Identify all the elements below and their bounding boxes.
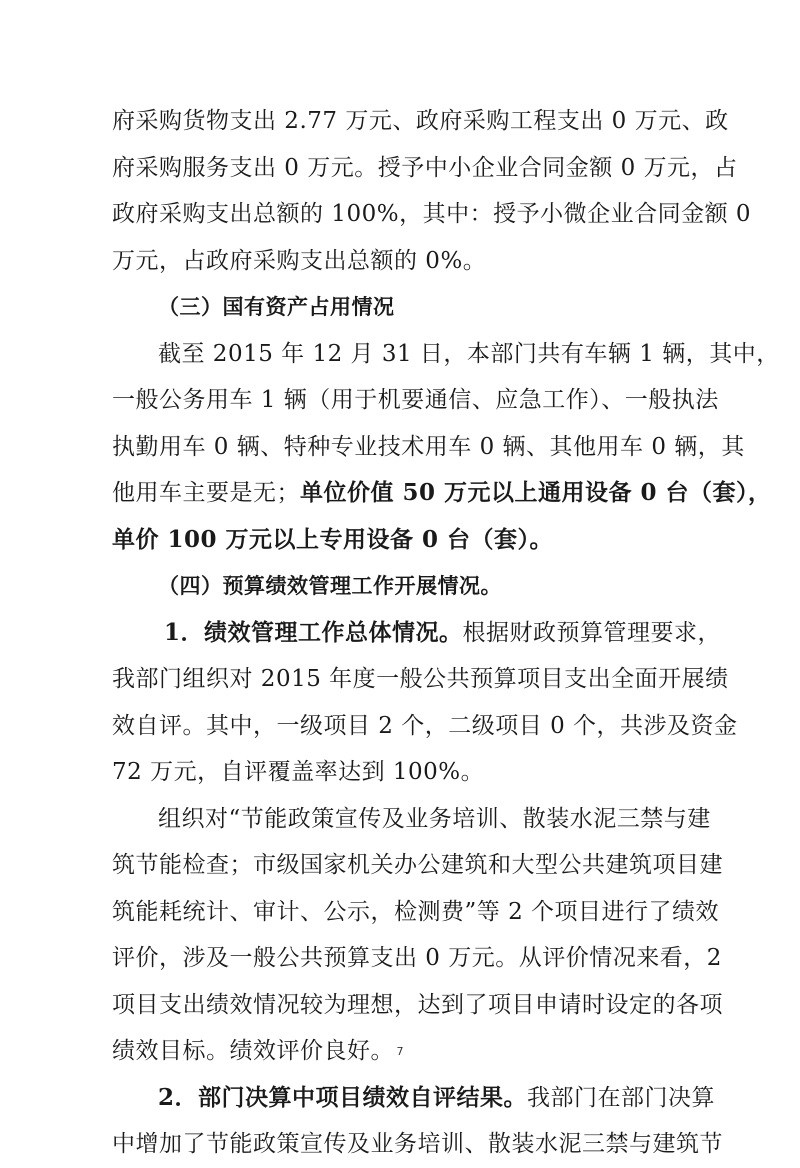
- text-line: 一般公务用车 1 辆（用于机要通信、应急工作）、一般执法: [112, 387, 719, 413]
- bold-text-segment: 单位价值 50 万元以上通用设备 0 台（套），: [300, 479, 772, 506]
- text-segment: 我部门在部门决算: [527, 1084, 716, 1111]
- text-line: 组织对“节能政策宣传及业务培训、散装水泥三禁与建: [158, 805, 711, 832]
- section-heading: （四）预算绩效管理工作开展情况。: [158, 574, 502, 598]
- text-line: 评价，涉及一般公共预算支出 0 万元。从评价情况来看，2: [112, 945, 722, 971]
- text-line: 中增加了节能政策宣传及业务培训、散装水泥三禁与建筑节: [112, 1131, 723, 1157]
- text-line: 筑节能检查；市级国家机关办公建筑和大型公共建筑项目建: [112, 852, 723, 878]
- text-segment: 根据财政预算管理要求，: [462, 619, 722, 646]
- document-body: [112, 98, 780, 1168]
- text-line: 万元，占政府采购支出总额的 0%。: [112, 247, 487, 274]
- text-line: 筑能耗统计、审计、公示，检测费”等 2 个项目进行了绩效: [112, 898, 720, 925]
- bold-text-line: 单价 100 万元以上专用设备 0 台（套）。: [112, 525, 554, 553]
- text-line: 截至 2015 年 12 月 31 日，本部门共有车辆 1 辆，其中，: [158, 340, 780, 367]
- bold-text-segment: 1．绩效管理工作总体情况。: [164, 618, 463, 646]
- text-segment: 他用车主要是无；: [112, 480, 300, 506]
- text-line: 我部门组织对 2015 年度一般公共预算项目支出全面开展绩: [112, 666, 729, 692]
- text-line: 政府采购支出总额的 100%，其中：授予小微企业合同金额 0: [112, 201, 752, 227]
- page-number: 7: [396, 1045, 404, 1058]
- text-line: 绩效目标。绩效评价良好。: [112, 1038, 394, 1064]
- text-line: 府采购服务支出 0 万元。授予中小企业合同金额 0 万元，占: [112, 154, 738, 181]
- text-line: 项目支出绩效情况较为理想，达到了项目申请时设定的各项: [112, 991, 723, 1018]
- section-heading: （三）国有资产占用情况: [158, 295, 395, 319]
- text-line: [112, 470, 772, 517]
- text-line: [112, 1075, 716, 1122]
- text-line: [112, 610, 722, 657]
- text-line: 效自评。其中，一级项目 2 个，二级项目 0 个，共涉及资金: [112, 712, 738, 739]
- text-line: 执勤用车 0 辆、特种专业技术用车 0 辆、其他用车 0 辆，其: [112, 433, 745, 460]
- bold-text-segment: 2．部门决算中项目绩效自评结果。: [158, 1083, 528, 1111]
- text-line: 72 万元，自评覆盖率达到 100%。: [112, 759, 485, 785]
- text-line: 府采购货物支出 2.77 万元、政府采购工程支出 0 万元、政: [112, 108, 729, 134]
